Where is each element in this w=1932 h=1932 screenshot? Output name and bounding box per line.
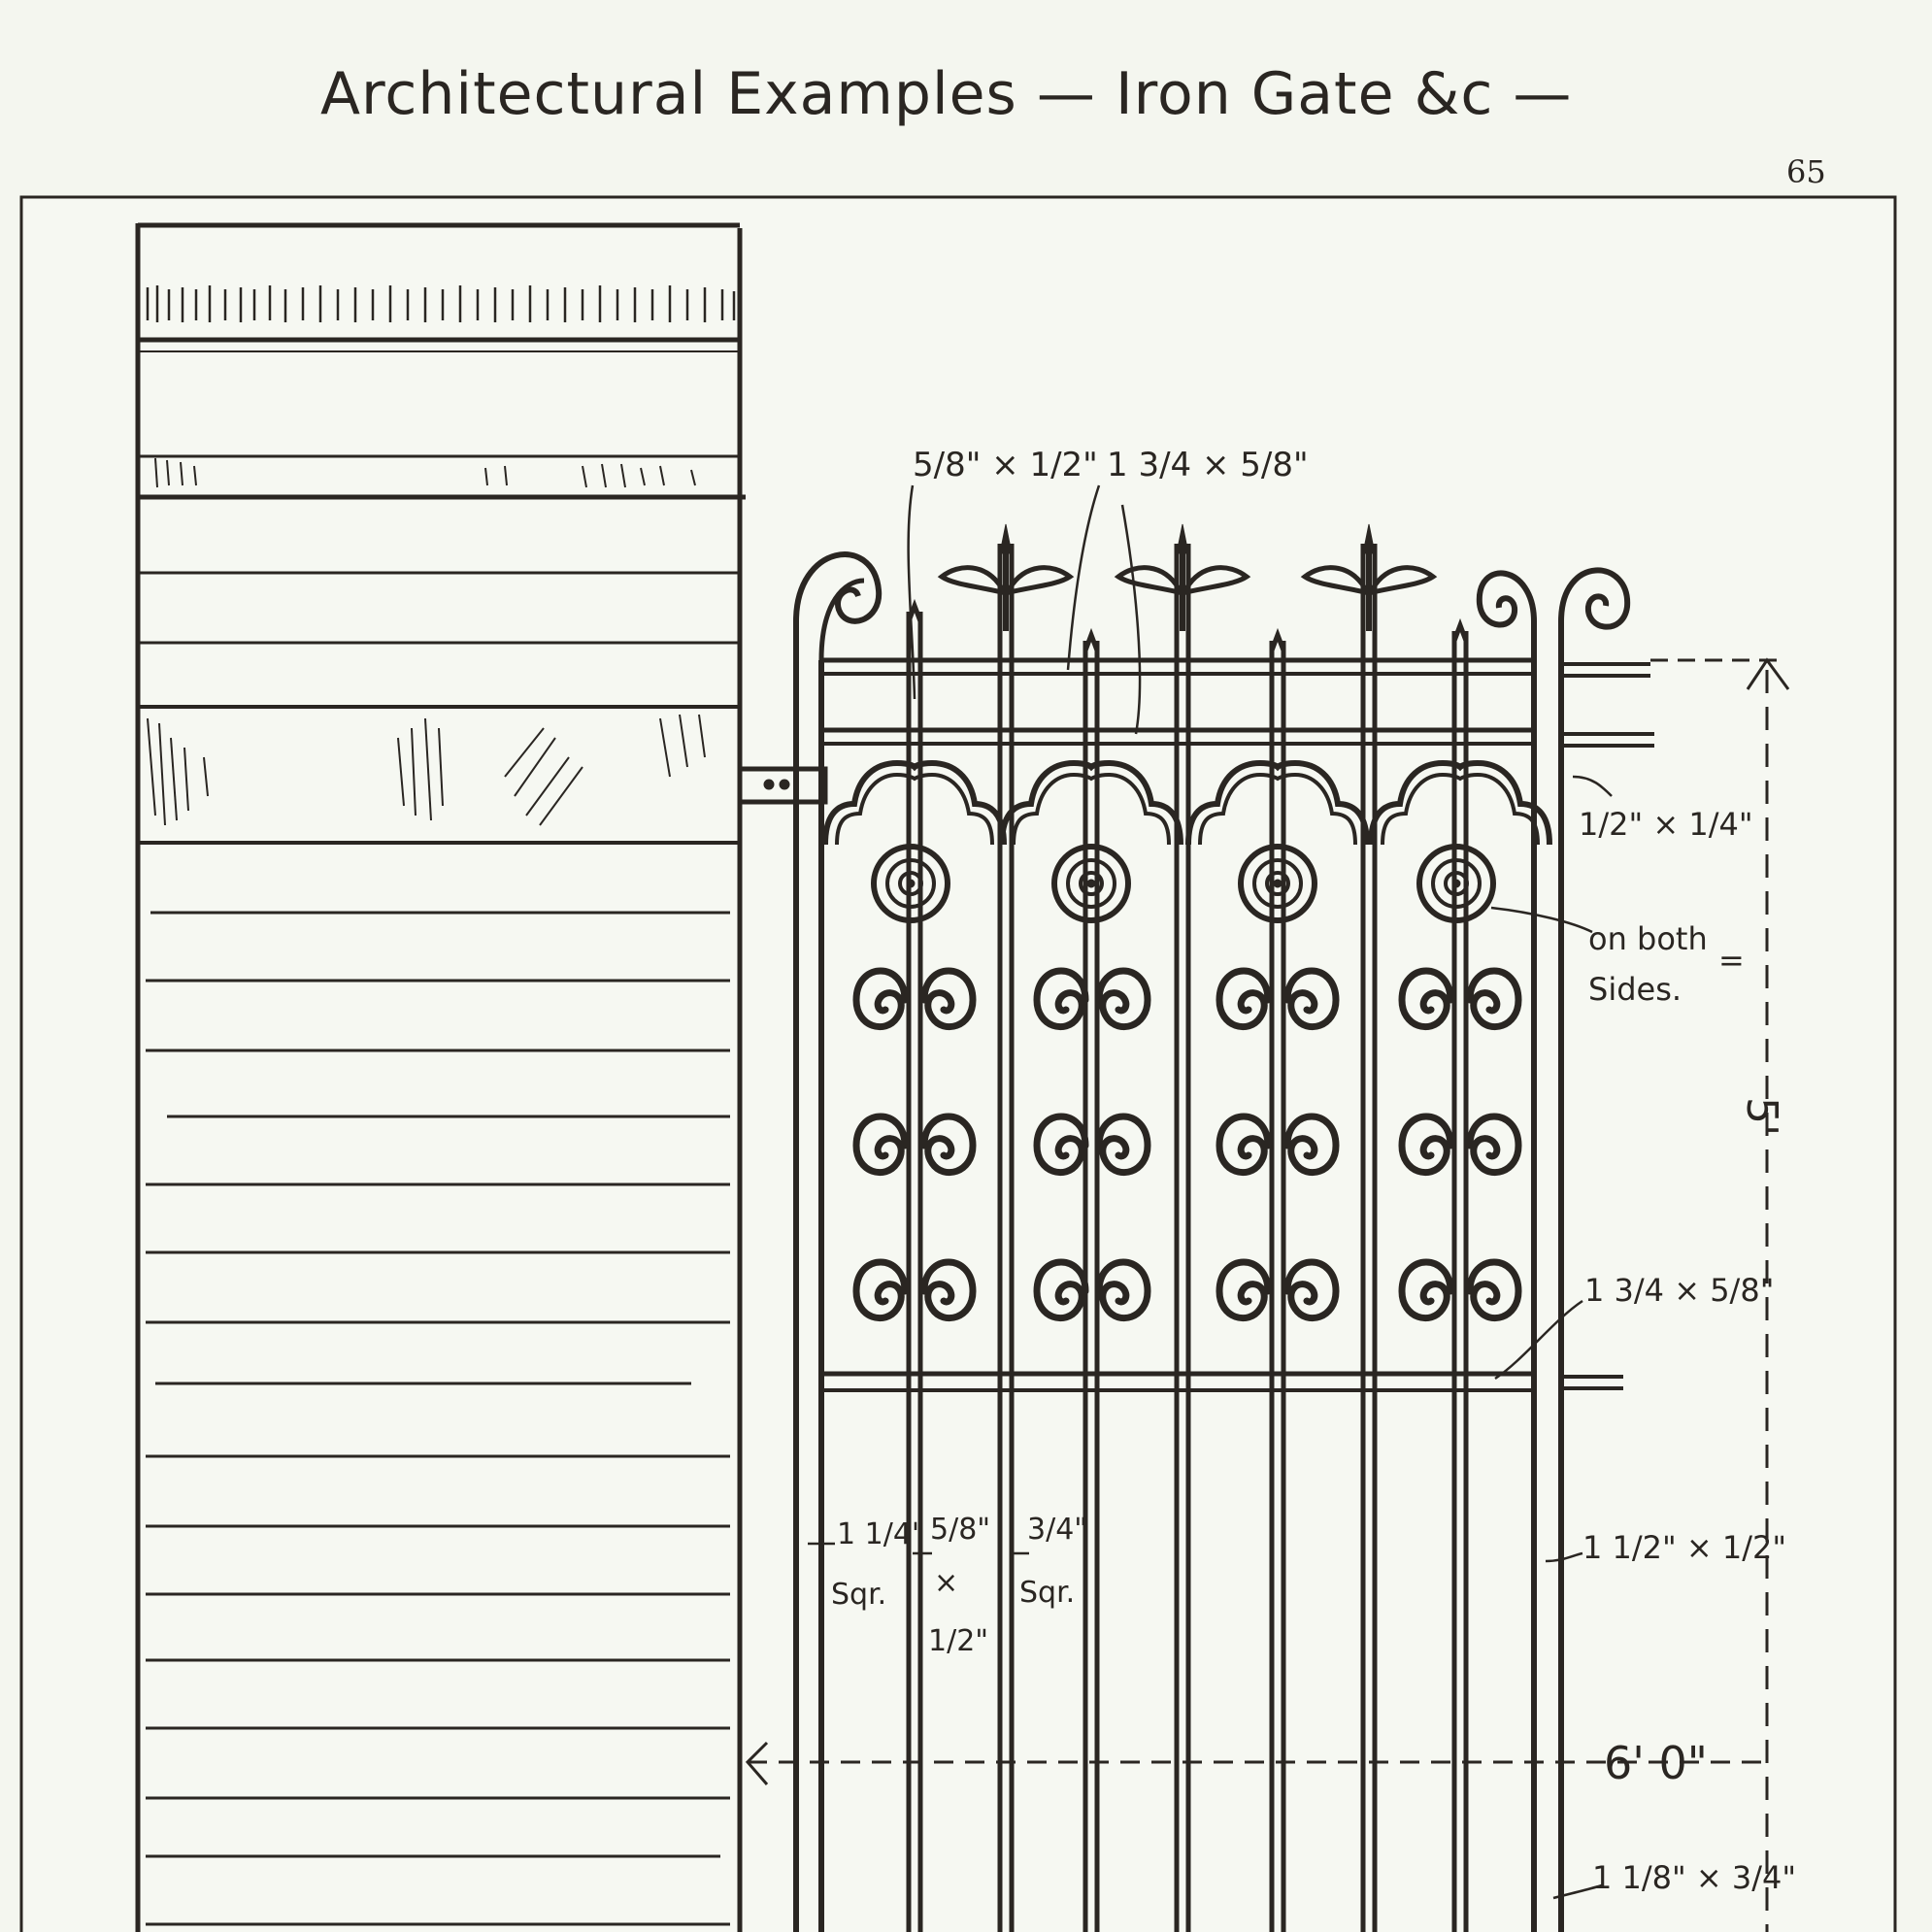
annotation-lower-stile-size: 1 1/8" × 3/4" bbox=[1592, 1859, 1797, 1896]
annotation-post-square: 1 1/4" bbox=[837, 1517, 925, 1551]
page-title: Architectural Examples — Iron Gate &c — bbox=[320, 60, 1573, 128]
annotation-width: 6' 0" bbox=[1604, 1737, 1708, 1789]
annotation-equal-mark: = bbox=[1718, 942, 1745, 979]
page-number: 65 bbox=[1786, 153, 1826, 190]
annotation-bar-size-x: × bbox=[934, 1566, 959, 1600]
annotation-height: 5' bbox=[1737, 1097, 1786, 1137]
annotation-top-rail-left: 5/8" × 1/2" bbox=[913, 446, 1098, 484]
annotation-bar-size-bottom: 1/2" bbox=[928, 1624, 989, 1658]
annotation-rosette-sides: Sides. bbox=[1588, 971, 1682, 1008]
annotation-bar-square: 3/4" bbox=[1027, 1513, 1088, 1547]
annotation-arch-bar: 1/2" × 1/4" bbox=[1579, 806, 1753, 843]
annotation-bar-square-sq: Sqr. bbox=[1019, 1576, 1076, 1610]
annotation-rosette-note: on both bbox=[1588, 920, 1708, 957]
annotation-bottom-rail: 1 3/4 × 5/8" bbox=[1584, 1272, 1775, 1309]
annotation-stile-size: 1 1/2" × 1/2" bbox=[1582, 1529, 1787, 1566]
annotation-post-square-sq: Sqr. bbox=[831, 1578, 887, 1612]
annotation-top-rail-right: 1 3/4 × 5/8" bbox=[1107, 446, 1309, 484]
annotation-bar-size-top: 5/8" bbox=[930, 1513, 991, 1547]
